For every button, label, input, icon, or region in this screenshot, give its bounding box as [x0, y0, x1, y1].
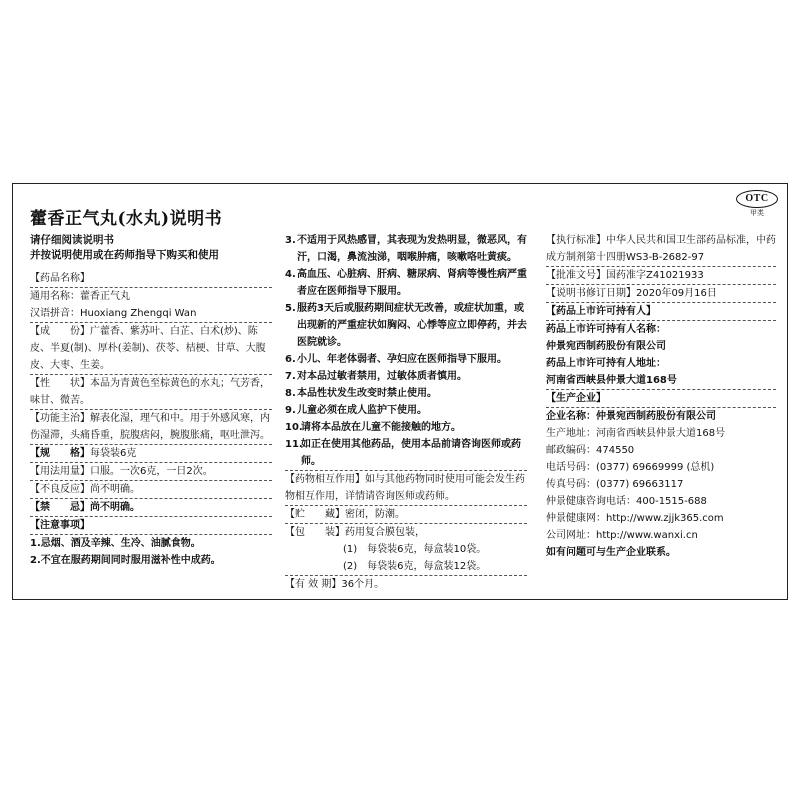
mah-name: 仲景宛西制药股份有限公司 [546, 341, 666, 352]
usage-section [30, 463, 272, 480]
precaution-item-8 [285, 385, 527, 402]
field-label: 企业名称： [546, 411, 596, 422]
spec-label: 【规 格】 [30, 448, 90, 459]
field-label: 电话号码： [546, 462, 596, 473]
field-label: 生产地址： [546, 428, 596, 439]
interaction-section [285, 471, 527, 505]
field-label: 公司网址： [546, 530, 596, 541]
precaution-item-4 [285, 266, 527, 300]
field-value: http://www.zjjk365.com [606, 513, 724, 524]
address-row [546, 425, 776, 442]
item-number: 8. [285, 388, 296, 399]
standard-text: 中华人民共和国卫生部药品标准，中药成方制剂第十四册WS3-B-2682-97 [546, 235, 776, 263]
item-number: 4. [285, 269, 296, 280]
precaution-item-3 [285, 232, 527, 266]
column-1 [30, 270, 272, 569]
hotline-row [546, 493, 776, 510]
adverse-label: 【不良反应】 [30, 484, 90, 495]
revision-label: 【说明书修订日期】 [546, 288, 636, 299]
character-label: 【性 状】 [30, 378, 90, 389]
item-text: 儿童必须在成人监护下使用。 [297, 405, 427, 416]
package-text: 药用复合膜包装， [345, 527, 425, 538]
otc-badge [732, 190, 782, 218]
column-3 [546, 232, 776, 561]
approval-text: 国药准字Z41021933 [606, 270, 704, 281]
field-label: 仲景健康网： [546, 513, 606, 524]
precaution-item-6 [285, 351, 527, 368]
precaution-item-10 [285, 419, 527, 436]
package-item-2: (2) 每袋装6克，每盒装12袋。 [343, 561, 487, 572]
storage-text: 密闭，防潮。 [345, 509, 405, 520]
field-label: 仲景健康咨询电话： [546, 496, 636, 507]
website-row [546, 527, 776, 544]
column-2 [285, 232, 527, 593]
manufacturer-header: 【生产企业】 [546, 393, 606, 404]
precaution-item-5 [285, 300, 527, 351]
contra-section [30, 499, 272, 516]
package-label: 【包 装】 [285, 527, 345, 538]
item-number: 3. [285, 235, 296, 246]
field-value: 仲景宛西制药股份有限公司 [596, 411, 716, 422]
health-site-row [546, 510, 776, 527]
contra-label: 【禁 忌】 [30, 502, 90, 513]
field-label: 传真号码： [546, 479, 596, 490]
postcode-row [546, 442, 776, 459]
company-name-row [546, 408, 776, 425]
interaction-text: 如与其他药物同时使用可能会发生药物相互作用，详情请咨询医师或药师。 [285, 474, 525, 502]
mah-name-label: 药品上市许可持有人名称： [546, 324, 666, 335]
ingredients-text: 广藿香、紫苏叶、白芷、白术(炒)、陈皮、半夏(制)、厚朴(姜制)、茯苓、桔梗、甘草、大腹皮、大枣、生姜。 [30, 326, 266, 371]
interaction-label: 【药物相互作用】 [285, 474, 365, 485]
field-value: 400-1515-688 [636, 496, 707, 507]
notice-line-2: 并按说明使用或在药师指导下购买和使用 [30, 249, 219, 261]
validity-text: 36个月。 [341, 579, 385, 590]
contra-text: 尚不明确。 [90, 502, 140, 513]
approval-section [546, 267, 776, 284]
precaution-item-11 [285, 436, 527, 470]
character-text: 本品为青黄色至棕黄色的水丸；气芳香，味甘、微苦。 [30, 378, 270, 406]
storage-section [285, 506, 527, 523]
usage-text: 口服。一次6克，一日2次。 [90, 466, 213, 477]
adverse-section [30, 481, 272, 498]
item-number: 6. [285, 354, 296, 365]
item-text: 如正在使用其他药品，使用本品前请咨询医师或药师。 [301, 439, 521, 467]
precaution-item-7 [285, 368, 527, 385]
generic-name: 通用名称：藿香正气丸 [30, 291, 130, 302]
otc-mark: OTC [736, 190, 778, 208]
spec-section [30, 445, 272, 462]
validity-section [285, 576, 527, 593]
mah-addr-label: 药品上市许可持有人地址： [546, 358, 666, 369]
field-value: 474550 [596, 445, 635, 456]
mah-addr: 河南省西峡县仲景大道168号 [546, 375, 677, 386]
precaution-item-1: 1.忌烟、酒及辛辣、生冷、油腻食物。 [30, 538, 201, 549]
field-value: 河南省西峡县仲景大道168号 [596, 428, 726, 439]
function-section [30, 410, 272, 444]
function-label: 【功能主治】 [30, 413, 90, 424]
usage-label: 【用法用量】 [30, 466, 90, 477]
function-text: 解表化湿，理气和中。用于外感风寒，内伤湿滞，头痛昏重，脘腹痞闷，腕腹胀痛，呕吐泄泻。 [30, 413, 270, 441]
adverse-text: 尚不明确。 [90, 484, 140, 495]
contact-footer: 如有问题可与生产企业联系。 [546, 547, 676, 558]
item-text: 请将本品放在儿童不能接触的地方。 [301, 422, 461, 433]
field-label: 邮政编码： [546, 445, 596, 456]
pinyin-name: 汉语拼音：Huoxiang Zhengqi Wan [30, 308, 197, 319]
item-number: 10. [285, 422, 303, 433]
validity-label: 【有 效 期】 [285, 579, 342, 590]
field-value: http://www.wanxi.cn [596, 530, 698, 541]
item-text: 服药3天后或服药期间症状无改善，或症状加重，或出现新的严重症状如胸闷、心悸等应立即停药，并去医院就诊。 [297, 303, 527, 348]
storage-label: 【贮 藏】 [285, 509, 345, 520]
field-value: (0377) 69669999 (总机) [596, 462, 715, 473]
approval-label: 【批准文号】 [546, 270, 606, 281]
revision-text: 2020年09月16日 [636, 288, 717, 299]
item-number: 7. [285, 371, 296, 382]
otc-category: 甲类 [750, 209, 764, 217]
item-number: 9. [285, 405, 296, 416]
item-text: 本品性状发生改变时禁止使用。 [297, 388, 437, 399]
document-title: 藿香正气丸(水丸)说明书 [30, 209, 223, 229]
mah-header: 【药品上市许可持有人】 [546, 306, 656, 317]
item-text: 小儿、年老体弱者、孕妇应在医师指导下服用。 [297, 354, 507, 365]
fax-row [546, 476, 776, 493]
package-section [285, 524, 527, 541]
ingredients-section [30, 323, 272, 374]
standard-section [546, 232, 776, 266]
field-value: (0377) 69663117 [596, 479, 684, 490]
drug-name-header: 【药品名称】 [30, 273, 90, 284]
item-text: 高血压、心脏病、肝病、糖尿病、肾病等慢性病严重者应在医师指导下服用。 [297, 269, 527, 297]
item-text: 对本品过敏者禁用，过敏体质者慎用。 [297, 371, 467, 382]
character-section [30, 375, 272, 409]
phone-row [546, 459, 776, 476]
item-number: 11. [285, 439, 303, 450]
standard-label: 【执行标准】 [546, 235, 606, 246]
package-item-1: (1) 每袋装6克，每盒装10袋。 [343, 544, 487, 555]
revision-section [546, 285, 776, 302]
notice-line-1: 请仔细阅读说明书 [30, 234, 114, 246]
item-text: 不适用于风热感冒，其表现为发热明显，微恶风，有汗，口渴，鼻流浊涕，咽喉肿痛，咳嗽咯吐黄痰。 [297, 235, 527, 263]
item-number: 5. [285, 303, 296, 314]
spec-text: 每袋装6克 [90, 448, 137, 459]
ingredients-label: 【成 份】 [30, 326, 90, 337]
precautions-header: 【注意事项】 [30, 520, 90, 531]
precaution-item-2: 2.不宜在服药期间同时服用滋补性中成药。 [30, 555, 221, 566]
precaution-item-9 [285, 402, 527, 419]
